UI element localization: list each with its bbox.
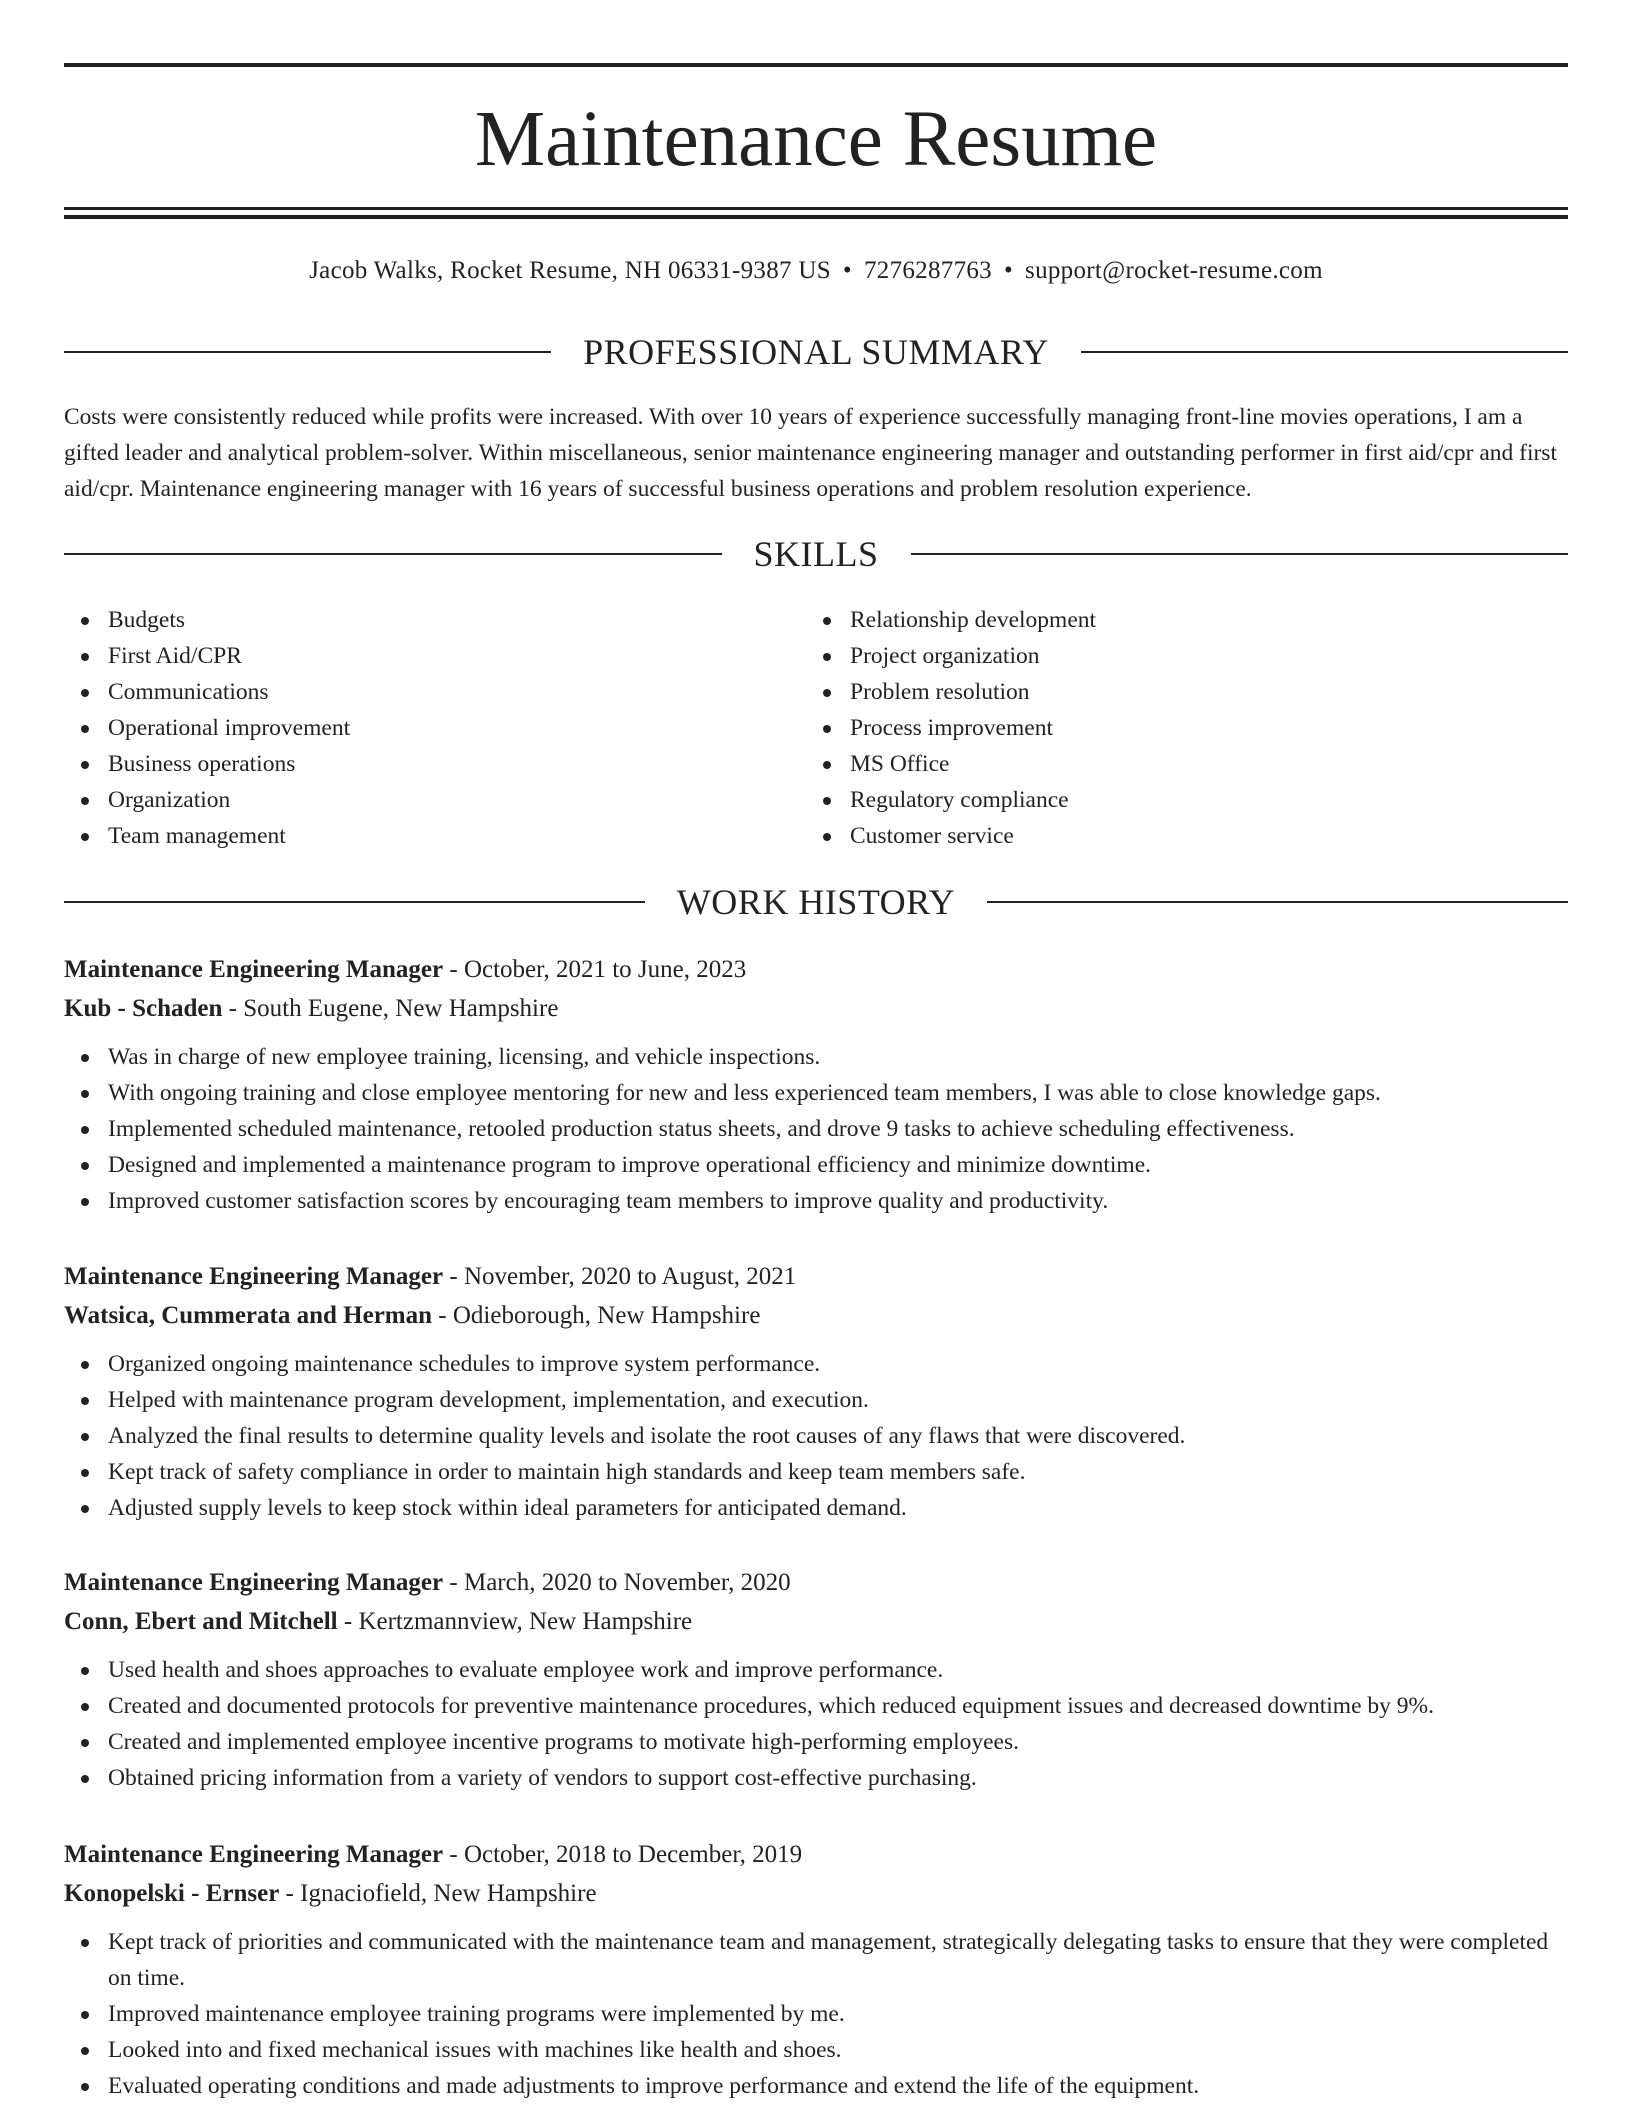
job-bullet: Created and implemented employee incentive programs to motivate high-performing employees. [108, 1724, 1568, 1760]
job-bullet: Implemented scheduled maintenance, retooled production status sheets, and drove 9 tasks to achieve scheduling effectiveness. [108, 1111, 1568, 1147]
job-bullet: Helped with maintenance program development, implementation, and execution. [108, 1382, 1568, 1418]
job-bullet: Improved customer satisfaction scores by encouraging team members to improve quality and productivity. [108, 1183, 1568, 1219]
skill-item: Process improvement [850, 710, 1548, 746]
job-company: Watsica, Cummerata and Herman [64, 1302, 433, 1329]
contact-address: Jacob Walks, Rocket Resume, NH 06331-9387 US [309, 257, 831, 284]
job-company-line [64, 1296, 1568, 1335]
job-bullet: Obtained pricing information from a variety of vendors to support cost-effective purchasing. [108, 1760, 1568, 1796]
heading-rule-right [987, 901, 1568, 903]
summary-text: Costs were consistently reduced while profits were increased. With over 10 years of experience successfully managing front-line movies operations, I am a gifted leader and analytical problem-solver. Within miscellaneous, senior maintenance engineering manager and outstanding performer in first aid/cpr and first aid/cpr. Maintenance engineering manager with 16 years of successful business operations and problem resolution experience. [64, 404, 1557, 502]
work-history-heading [64, 880, 1568, 924]
skill-item: Team management [108, 818, 806, 854]
job-entry [64, 1257, 1568, 1526]
job-bullet: Evaluated operating conditions and made adjustments to improve performance and extend the life of the equipment. [108, 2068, 1568, 2104]
job-location: - Ignaciofield, New Hampshire [279, 1880, 597, 1907]
job-bullet: Used health and shoes approaches to evaluate employee work and improve performance. [108, 1652, 1568, 1688]
heading-rule-right [1081, 351, 1568, 353]
skills-list-left [64, 602, 806, 854]
job-dates: - November, 2020 to August, 2021 [443, 1263, 797, 1290]
job-entry [64, 1835, 1568, 2104]
job-dates: - October, 2018 to December, 2019 [443, 1841, 803, 1868]
job-bullet: Kept track of priorities and communicated with the maintenance team and management, strategically delegating tasks to ensure that they were completed on time. [108, 1924, 1568, 1996]
job-title: Maintenance Engineering Manager [64, 1841, 444, 1868]
job-title: Maintenance Engineering Manager [64, 1569, 444, 1596]
job-bullet: Created and documented protocols for preventive maintenance procedures, which reduced equipment issues and decreased downtime by 9%. [108, 1688, 1568, 1724]
job-location: - South Eugene, New Hampshire [222, 995, 559, 1022]
job-bullet: Kept track of safety compliance in order to maintain high standards and keep team members safe. [108, 1454, 1568, 1490]
job-dates: - March, 2020 to November, 2020 [443, 1569, 791, 1596]
heading-rule-left [64, 553, 722, 555]
contact-line [64, 253, 1568, 289]
job-bullet: Designed and implemented a maintenance program to improve operational efficiency and minimize downtime. [108, 1147, 1568, 1183]
skill-item: Operational improvement [108, 710, 806, 746]
contact-phone: 7276287763 [863, 257, 992, 284]
skill-item: Project organization [850, 638, 1548, 674]
job-company: Conn, Ebert and Mitchell [64, 1608, 338, 1635]
job-title-line [64, 1835, 1568, 1874]
skills-heading [64, 532, 1568, 576]
job-bullet: Analyzed the final results to determine quality levels and isolate the root causes of any flaws that were discovered. [108, 1418, 1568, 1454]
job-entry [64, 950, 1568, 1219]
job-bullet: Improved maintenance employee training programs were implemented by me. [108, 1996, 1568, 2032]
job-entry [64, 1563, 1568, 1796]
job-bullets [64, 1039, 1568, 1219]
job-company: Konopelski - Ernser [64, 1880, 280, 1907]
job-title: Maintenance Engineering Manager [64, 1263, 444, 1290]
summary-heading [64, 330, 1568, 374]
job-bullets [64, 1652, 1568, 1796]
skill-item: MS Office [850, 746, 1548, 782]
resume-title: Maintenance Resume [474, 96, 1158, 183]
contact-separator: • [842, 257, 852, 284]
job-title-line [64, 1563, 1568, 1602]
heading-rule-left [64, 351, 551, 353]
contact-email: support@rocket-resume.com [1025, 257, 1323, 284]
job-title: Maintenance Engineering Manager [64, 956, 444, 983]
job-location: - Kertzmannview, New Hampshire [337, 1608, 693, 1635]
summary-heading-label: PROFESSIONAL SUMMARY [583, 332, 1049, 372]
job-title-line [64, 1257, 1568, 1296]
skills-list-right [806, 602, 1548, 854]
job-company-line [64, 989, 1568, 1028]
skill-item: Problem resolution [850, 674, 1548, 710]
skill-item: First Aid/CPR [108, 638, 806, 674]
skill-item: Organization [108, 782, 806, 818]
work-history-heading-label: WORK HISTORY [676, 882, 956, 922]
job-bullets [64, 1346, 1568, 1526]
skills-columns [64, 602, 1568, 854]
job-company: Kub - Schaden [64, 995, 223, 1022]
contact-separator: • [1003, 257, 1014, 284]
job-bullet: With ongoing training and close employee mentoring for new and less experienced team members, I was able to close knowledge gaps. [108, 1075, 1568, 1111]
top-rule [64, 63, 1568, 67]
skill-item: Customer service [850, 818, 1548, 854]
job-title-line [64, 950, 1568, 989]
job-bullets [64, 1924, 1568, 2104]
title-rule-upper [64, 207, 1568, 210]
skill-item: Budgets [108, 602, 806, 638]
job-company-line [64, 1602, 1568, 1641]
skill-item: Business operations [108, 746, 806, 782]
job-company-line [64, 1874, 1568, 1913]
skill-item: Relationship development [850, 602, 1548, 638]
job-bullet: Was in charge of new employee training, licensing, and vehicle inspections. [108, 1039, 1568, 1075]
job-bullet: Adjusted supply levels to keep stock within ideal parameters for anticipated demand. [108, 1490, 1568, 1526]
skill-item: Communications [108, 674, 806, 710]
skill-item: Regulatory compliance [850, 782, 1548, 818]
skills-heading-label: SKILLS [753, 534, 879, 574]
heading-rule-left [64, 901, 645, 903]
job-location: - Odieborough, New Hampshire [432, 1302, 761, 1329]
job-dates: - October, 2021 to June, 2023 [443, 956, 747, 983]
job-bullet: Looked into and fixed mechanical issues with machines like health and shoes. [108, 2032, 1568, 2068]
job-bullet: Organized ongoing maintenance schedules to improve system performance. [108, 1346, 1568, 1382]
heading-rule-right [911, 553, 1569, 555]
title-rule-lower [64, 215, 1568, 219]
